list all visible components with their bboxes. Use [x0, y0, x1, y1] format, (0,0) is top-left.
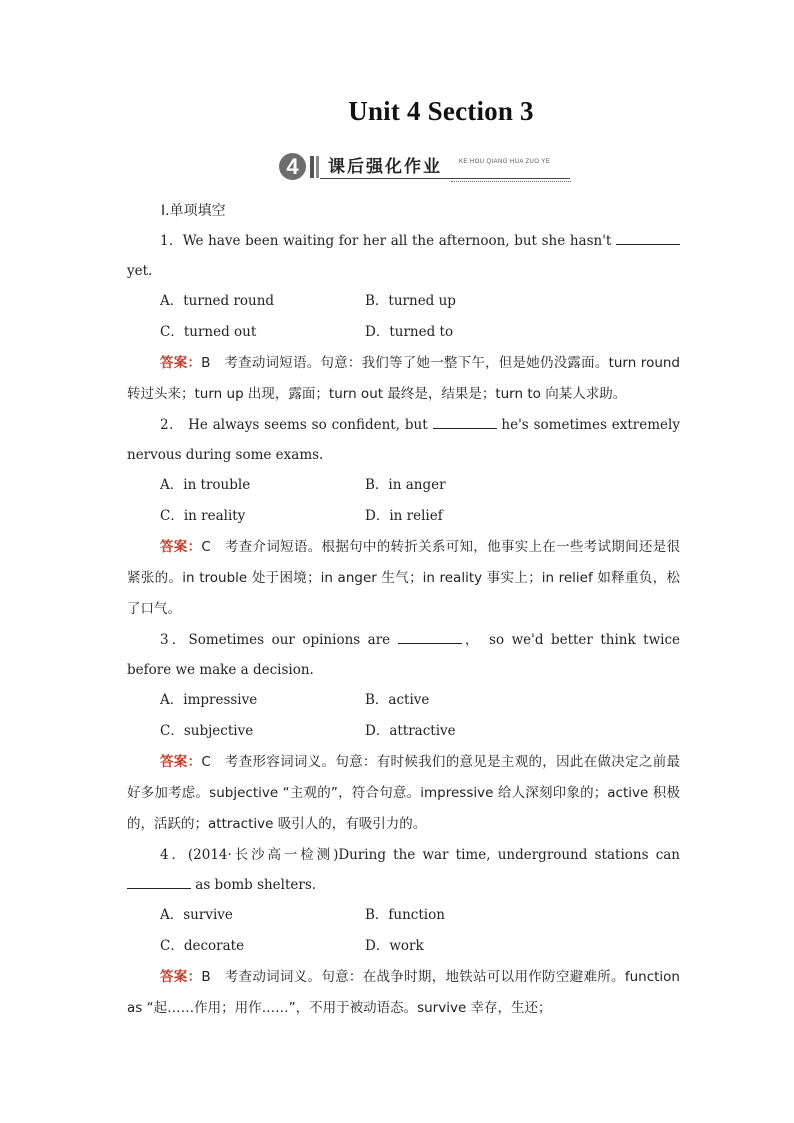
options-row — [127, 470, 680, 501]
option-b: B．turned up — [365, 293, 456, 309]
stem-text: he's sometimes extremely nervous during some exams. — [127, 417, 680, 463]
question-stem — [127, 625, 680, 685]
option-c: C．subjective — [160, 723, 254, 739]
stem-text: 4．(2014·长沙高一检测)During the war time, underground stations can — [160, 847, 680, 863]
option-d: D．turned to — [365, 324, 454, 340]
banner-number-badge: 4 — [279, 153, 306, 180]
options-row — [127, 716, 680, 747]
answer-blank — [433, 415, 497, 429]
stem-text: 1．We have been waiting for her all the afternoon, but she hasn't — [160, 233, 616, 249]
answer-blank — [398, 630, 462, 644]
banner-label: 课后强化作业 — [328, 157, 442, 177]
question-stem — [127, 410, 680, 470]
answer-label: 答案： — [160, 754, 202, 770]
answer-text: C 考查形容词词义。句意：有时候我们的意见是主观的，因此在做决定之前最好多加考虑。subjective “主观的”，符合句意。impressive 给人深刻印象的；active 积极的，活跃的；attractive 吸引人的，有吸引力的。 — [127, 754, 680, 832]
banner-underline — [320, 178, 570, 179]
page-title: Unit 4 Section 3 — [348, 96, 534, 126]
answer-explanation — [127, 348, 680, 410]
answer-text: B 考查动词词义。句意：在战争时期，地铁站可以用作防空避难所。function as “起……作用；用作……”，不用于被动语态。survive 幸存，生还； — [127, 969, 680, 1016]
option-d: D．attractive — [365, 723, 456, 739]
option-c: C．in reality — [160, 508, 246, 524]
answer-explanation — [127, 747, 680, 840]
answer-label: 答案： — [160, 539, 202, 555]
answer-explanation — [127, 962, 680, 1024]
option-c: C．decorate — [160, 938, 245, 954]
answer-label: 答案： — [160, 355, 202, 371]
options-row — [127, 286, 680, 317]
banner-divider-thin — [316, 156, 319, 178]
options-row — [127, 501, 680, 532]
answer-blank — [616, 231, 680, 245]
answer-text: B 考查动词短语。句意：我们等了她一整下午，但是她仍没露面。turn round 转过头来；turn up 出现，露面；turn out 最终是，结果是；turn to 向某人求助。 — [127, 355, 681, 402]
option-a: A．turned round — [160, 293, 275, 309]
answer-label: 答案： — [160, 969, 202, 985]
option-d: D．work — [365, 938, 424, 954]
option-d: D．in relief — [365, 508, 443, 524]
option-a: A．impressive — [160, 692, 258, 708]
banner-divider — [310, 156, 314, 178]
option-b: B．active — [365, 692, 430, 708]
option-c: C．turned out — [160, 324, 257, 340]
options-row — [127, 931, 680, 962]
option-a: A．survive — [160, 907, 233, 923]
banner-pinyin: KE HOU QIANG HUA ZUO YE — [459, 159, 551, 165]
section-heading: Ⅰ.单项填空 — [161, 203, 226, 219]
stem-text: 3．Sometimes our opinions are — [160, 632, 398, 648]
answer-explanation — [127, 532, 680, 625]
section-banner — [276, 150, 566, 186]
answer-text: C 考查介词短语。根据句中的转折关系可知，他事实上在一些考试期间还是很紧张的。in trouble 处于困境；in anger 生气；in reality 事实上；in relief 如释重负，松了口气。 — [127, 539, 680, 617]
banner-dotted-line — [451, 181, 571, 182]
stem-text: yet. — [127, 263, 153, 279]
option-b: B．function — [365, 907, 445, 923]
exercise-content — [127, 196, 680, 1024]
options-row — [127, 317, 680, 348]
answer-blank — [127, 875, 191, 889]
option-a: A．in trouble — [160, 477, 251, 493]
question-stem — [127, 840, 680, 900]
option-b: B．in anger — [365, 477, 446, 493]
question-stem — [127, 226, 680, 286]
options-row — [127, 685, 680, 716]
options-row — [127, 900, 680, 931]
stem-text: ， so we'd better think twice before we make a decision. — [127, 632, 680, 678]
stem-text: 2． He always seems so confident, but — [160, 417, 433, 433]
stem-text: as bomb shelters. — [191, 877, 317, 893]
